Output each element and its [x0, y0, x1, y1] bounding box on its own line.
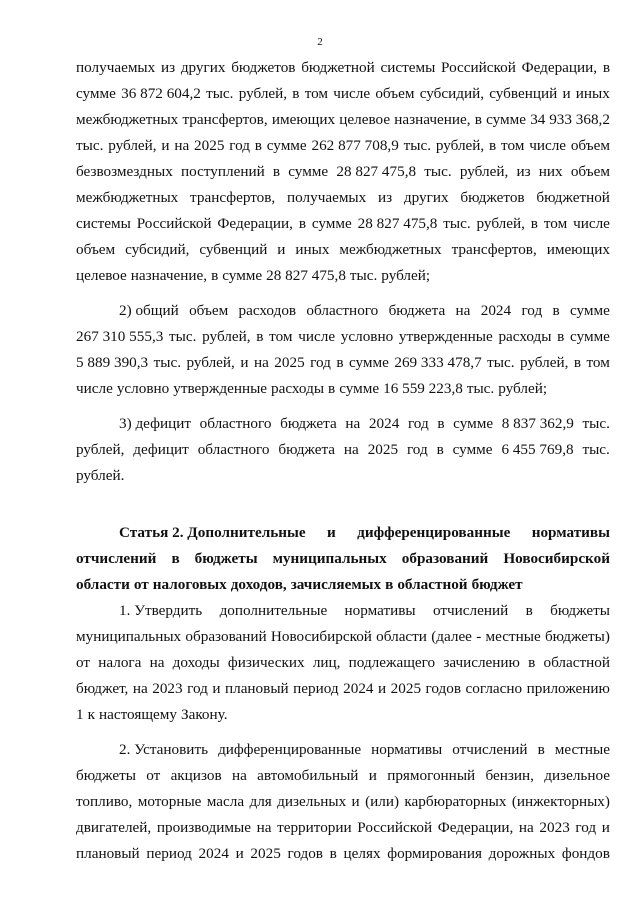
word: в [254, 137, 262, 154]
word: тыс. [424, 163, 452, 180]
word: для [249, 793, 272, 810]
word: 2025 [367, 441, 399, 458]
word: дизельных [277, 793, 347, 810]
text-line [76, 463, 610, 489]
word: на [256, 819, 272, 836]
text-line [76, 763, 610, 789]
word: физических [227, 654, 305, 671]
word: областной [543, 654, 610, 671]
word: бюджетов [460, 189, 525, 206]
word: бюджетов [231, 59, 296, 76]
word: объем [76, 241, 116, 258]
word: утвержденные [173, 380, 268, 397]
text-line [76, 324, 610, 350]
word: и [327, 524, 336, 541]
heading-line [76, 546, 610, 572]
word: тыс. [582, 415, 610, 432]
paragraph-item-1 [76, 598, 610, 728]
word: от [146, 767, 161, 784]
word: от [133, 576, 149, 593]
word: субсидий, [419, 85, 484, 102]
word: в [211, 267, 219, 284]
word: тыс. [582, 441, 610, 458]
word: межбюджетных [339, 241, 442, 258]
word: в [336, 354, 344, 371]
word: на [149, 654, 165, 671]
word: в [329, 845, 337, 862]
word: и [562, 85, 571, 102]
word: получаемых [76, 59, 156, 76]
word: дифференцированные [357, 524, 511, 541]
word: тыс. [443, 215, 471, 232]
word: плановый [224, 680, 289, 697]
word: Федерации, [521, 59, 598, 76]
paragraph-deficit [76, 411, 610, 489]
word: числе [529, 137, 567, 154]
word: области [376, 628, 427, 645]
word: год [229, 137, 250, 154]
text-line [76, 55, 610, 81]
text-line [76, 702, 610, 728]
word: 269 333 478,7 [394, 354, 482, 371]
word: и [235, 845, 244, 862]
paragraph-revenues-continuation [76, 55, 610, 289]
word: доходов, [230, 576, 287, 593]
word: бюджеты [550, 602, 610, 619]
word: 28 827 475,8 [266, 267, 346, 284]
word: том [501, 137, 525, 154]
word: от [76, 654, 91, 671]
word: в [474, 111, 482, 128]
word: из [160, 59, 176, 76]
word: сумме [453, 415, 494, 432]
word: Российской [136, 215, 212, 232]
word: в [256, 328, 264, 345]
word: 6 455 769,8 [501, 441, 574, 458]
word: назначение, [394, 111, 471, 128]
word: нормативы [371, 741, 443, 758]
word: сумме [311, 215, 352, 232]
word: объем [375, 85, 415, 102]
word: бюджет, [76, 680, 129, 697]
word: годов [287, 845, 323, 862]
word: том [269, 328, 293, 345]
word: год [407, 415, 429, 432]
word: трансфертов, [182, 111, 268, 128]
word: тыс. [349, 267, 378, 284]
word: Российской [441, 59, 516, 76]
word: топливо, [76, 793, 133, 810]
word: 2025 [390, 680, 422, 697]
word: в [292, 85, 300, 102]
text-line [76, 598, 610, 624]
text-line [76, 789, 610, 815]
word: год [187, 680, 208, 697]
word: на [231, 767, 247, 784]
heading-line [76, 520, 610, 546]
word: имеющих [546, 241, 610, 258]
word: подлежащего [348, 654, 436, 671]
word: зачислению [443, 654, 520, 671]
word: целях [343, 845, 381, 862]
word: муниципальных [76, 628, 182, 645]
word: прямогонный [387, 767, 476, 784]
word: в [537, 741, 545, 758]
word: сумме [486, 111, 527, 128]
word: дорожных [488, 845, 556, 862]
word: областного [199, 415, 272, 432]
word: период [146, 845, 192, 862]
word: трансфертов, [451, 241, 537, 258]
word: налога [98, 654, 142, 671]
word: местные [485, 628, 541, 645]
word: поступлений [181, 163, 265, 180]
word: объем [189, 302, 229, 319]
page-number: 2 [317, 36, 323, 48]
word: бюджетной [536, 189, 610, 206]
word: рублей; [381, 267, 431, 284]
word: двигателей, [76, 819, 152, 836]
text-line [76, 185, 610, 211]
word: 1 [76, 706, 84, 723]
text-line [76, 815, 610, 841]
word: Российской [357, 819, 433, 836]
word: Статья 2. Дополнительные [119, 524, 306, 541]
word: годов [425, 680, 462, 697]
word: тыс. [403, 137, 432, 154]
text-line [76, 81, 610, 107]
word: 16 559 223,8 [383, 380, 463, 397]
word: карбюраторных [404, 793, 507, 810]
word: и [240, 354, 249, 371]
word: 2025 [194, 137, 225, 154]
word: на [518, 819, 534, 836]
word: бюджет [471, 576, 523, 593]
word: тыс. [466, 380, 495, 397]
word: бюджеты) [544, 628, 610, 645]
text-line [76, 841, 610, 867]
word: дифференцированные [218, 741, 362, 758]
word: на [253, 354, 269, 371]
paragraph-item-2 [76, 737, 610, 867]
word: 2024 [343, 680, 374, 697]
word: тыс. [206, 85, 234, 102]
word: 3) дефицит [119, 415, 191, 432]
word: в [602, 59, 610, 76]
word: целевое [76, 267, 127, 284]
word: (инжекторных) [511, 793, 610, 810]
word: субвенций [489, 85, 558, 102]
word: производимые [156, 819, 251, 836]
word: год [406, 441, 428, 458]
word: 36 872 604,2 [121, 85, 201, 102]
word: в [525, 602, 533, 619]
word: 5 889 390,3 [76, 354, 149, 371]
word: на [455, 302, 471, 319]
word: в [436, 441, 444, 458]
word: в [530, 215, 538, 232]
word: моторные [137, 793, 202, 810]
document-body [76, 55, 610, 867]
word: субсидий, [125, 241, 190, 258]
word: и [601, 819, 610, 836]
text-line [76, 737, 610, 763]
text-line [76, 676, 610, 702]
text-line [76, 624, 610, 650]
word: и [277, 241, 286, 258]
word: сумме [339, 380, 380, 397]
word: других [403, 189, 449, 206]
word: автомобильный [257, 767, 359, 784]
paragraph-expenditures [76, 298, 610, 402]
word: 2024 [368, 415, 400, 432]
word: масла [206, 793, 245, 810]
word: сумме [452, 441, 493, 458]
word: муниципальных [272, 550, 387, 567]
word: сумме [288, 163, 329, 180]
word: отчислений [432, 602, 509, 619]
word: том [304, 85, 329, 102]
word: межбюджетных [76, 111, 179, 128]
word: и [351, 793, 360, 810]
word: условно [340, 328, 394, 345]
word: период [293, 680, 339, 697]
text-line [76, 263, 610, 289]
word: на [343, 441, 359, 458]
word: на [345, 415, 361, 432]
word: и [368, 767, 377, 784]
word: (или) [365, 793, 400, 810]
word: тыс. [487, 354, 515, 371]
text-line [76, 211, 610, 237]
word: бюджетной [301, 59, 375, 76]
word: в [437, 415, 445, 432]
word: числе [76, 380, 113, 397]
word: утвержденные [398, 328, 493, 345]
word: бюджеты [76, 767, 136, 784]
word: (далее [431, 628, 472, 645]
word: областной [397, 576, 468, 593]
word: плановый [76, 845, 140, 862]
word: 2023 [539, 819, 570, 836]
word: из [516, 163, 531, 180]
word: межбюджетных [76, 189, 179, 206]
word: рублей, [76, 441, 125, 458]
word: Новосибирской [503, 550, 610, 567]
word: трансфертов, [190, 189, 276, 206]
word: том [543, 215, 568, 232]
word: в [272, 163, 281, 180]
word: в [298, 215, 306, 232]
word: зачисляемых [290, 576, 382, 593]
word: в [489, 137, 497, 154]
word: объем [570, 137, 610, 154]
word: рублей, [238, 85, 288, 102]
word: рублей. [76, 467, 125, 484]
word: в [328, 380, 336, 397]
word: получаемых [287, 189, 367, 206]
word: числе [298, 328, 336, 345]
word: системы [76, 215, 131, 232]
word: в [573, 354, 582, 371]
word: 1. Утвердить [119, 602, 203, 619]
word: областного [197, 441, 270, 458]
word: 8 837 362,9 [501, 415, 574, 432]
word: дополнительные [219, 602, 328, 619]
word: 28 827 475,8 [357, 215, 438, 232]
word: рублей, [435, 137, 485, 154]
word: нормативы [531, 524, 610, 541]
word: и [378, 680, 387, 697]
word: Новосибирской [270, 628, 372, 645]
word: территории [277, 819, 352, 836]
word: дефицит [133, 441, 189, 458]
article-heading [76, 520, 610, 598]
word: акцизов [170, 767, 222, 784]
word: Закону. [180, 706, 228, 723]
word: дизельное [544, 767, 610, 784]
word: 28 827 475,8 [336, 163, 417, 180]
word: бюджета [388, 302, 446, 319]
text-line [76, 107, 610, 133]
word: формирования [387, 845, 482, 862]
word: 2. Установить [119, 741, 209, 758]
word: рублей, [202, 328, 251, 345]
word: других [180, 59, 226, 76]
word: том [586, 354, 610, 371]
word: в [557, 328, 565, 345]
word: отчислений [76, 550, 157, 567]
word: в [385, 576, 394, 593]
word: расходы [271, 380, 325, 397]
word: образований [401, 550, 489, 567]
heading-line [76, 572, 610, 598]
word: и [212, 680, 221, 697]
word: год [310, 354, 331, 371]
text-line [76, 133, 610, 159]
word: областного [306, 302, 379, 319]
word: 267 310 555,3 [76, 328, 164, 345]
word: бюджета [278, 441, 336, 458]
word: в [528, 654, 536, 671]
word: фондов [561, 845, 610, 862]
word: бензин, [485, 767, 534, 784]
word: рублей, [186, 354, 235, 371]
word: в [552, 302, 560, 319]
text-line [76, 376, 610, 402]
word: рублей, [520, 354, 569, 371]
text-line [76, 650, 610, 676]
word: сумме [570, 302, 610, 319]
word: числе [333, 85, 371, 102]
word: системы [380, 59, 436, 76]
word: тыс. [76, 137, 104, 154]
word: иных [295, 241, 330, 258]
word: из [378, 189, 393, 206]
word: рублей, [108, 137, 157, 154]
text-line [76, 159, 610, 185]
word: условно [116, 380, 170, 397]
word: на [132, 680, 148, 697]
word: Федерации, [217, 215, 293, 232]
word: иных [575, 85, 610, 102]
word: сумме [76, 85, 116, 102]
word: 2024 [480, 302, 512, 319]
word: бюджеты [194, 550, 258, 567]
word: доходы [172, 654, 220, 671]
word: числе [573, 215, 610, 232]
word: отчислений [452, 741, 528, 758]
word: год [521, 302, 543, 319]
word: тыс. [169, 328, 197, 345]
word: тыс. [153, 354, 181, 371]
word: 2) общий [119, 302, 179, 319]
word: области [76, 576, 130, 593]
word: рублей, [459, 163, 509, 180]
word: сумме [266, 137, 307, 154]
word: сумме [570, 328, 610, 345]
word: целевое [339, 111, 391, 128]
word: 2024 [198, 845, 229, 862]
word: налоговых [152, 576, 227, 593]
text-line [76, 237, 610, 263]
word: них [538, 163, 563, 180]
word: к [87, 706, 95, 723]
word: приложению [526, 680, 610, 697]
word: на [174, 137, 190, 154]
word: безвозмездных [76, 163, 173, 180]
word: лиц, [312, 654, 341, 671]
word: объем [570, 163, 610, 180]
text-line [76, 298, 610, 324]
word: год [575, 819, 597, 836]
word: субвенций [199, 241, 268, 258]
word: нормативы [344, 602, 416, 619]
text-line [76, 350, 610, 376]
word: в [171, 550, 180, 567]
word: бюджета [280, 415, 337, 432]
word: имеющих [271, 111, 336, 128]
text-line [76, 437, 610, 463]
word: 2023 [152, 680, 183, 697]
word: 2025 [274, 354, 305, 371]
word: назначение, [130, 267, 208, 284]
word: рублей; [498, 380, 548, 397]
word: сумме [348, 354, 389, 371]
word: сумме [222, 267, 263, 284]
text-line [76, 411, 610, 437]
word: образований [185, 628, 267, 645]
word: 2025 [250, 845, 281, 862]
word: расходы [498, 328, 552, 345]
word: - [476, 628, 482, 645]
word: местные [554, 741, 610, 758]
word: и [161, 137, 170, 154]
word: рублей, [476, 215, 525, 232]
word: 262 877 708,9 [311, 137, 399, 154]
word: настоящему [98, 706, 177, 723]
word: расходов [238, 302, 297, 319]
word: Федерации, [437, 819, 514, 836]
word: 34 933 368,2 [530, 111, 610, 128]
word: согласно [465, 680, 523, 697]
